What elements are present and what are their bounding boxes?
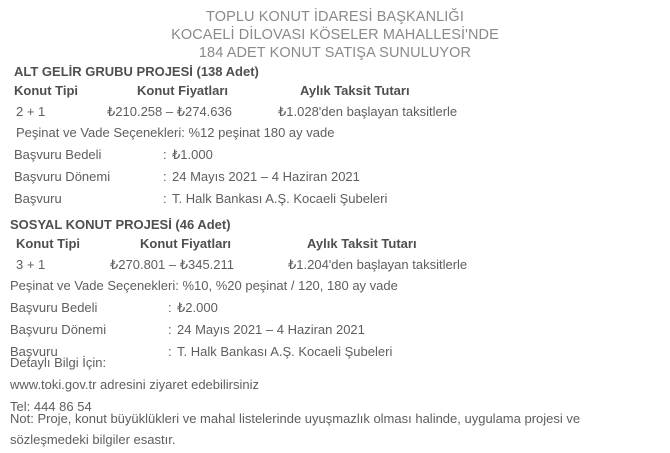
header-line-1: TOPLU KONUT İDARESİ BAŞKANLIĞI [206,9,464,25]
detail-value: ₺1.000 [172,147,213,162]
cell-konut-tipi: 2 + 1 [16,104,46,119]
detail-label: Başvuru Dönemi [14,169,111,184]
detail-value: 24 Mayıs 2021 – 4 Haziran 2021 [172,169,360,184]
detail-value: 24 Mayıs 2021 – 4 Haziran 2021 [177,322,365,337]
detail-label: Başvuru Dönemi [10,322,107,337]
detail-separator: : [168,344,172,359]
page-header [0,8,670,62]
section-sosyal-konut-projesi [0,216,670,363]
payment-options-line: Peşinat ve Vade Seçenekleri: %10, %20 peşinat / 120, 180 ay vade [10,278,398,293]
table-row [0,254,670,275]
column-header-konut-fiyatlari: Konut Fiyatları [140,236,232,251]
detail-row-basvuru-donemi [0,166,670,188]
detail-value: T. Halk Bankası A.Ş. Kocaeli Şubeleri [177,344,393,359]
detail-row-basvuru [0,188,670,210]
detail-label: Başvuru [14,191,62,206]
detail-value: T. Halk Bankası A.Ş. Kocaeli Şubeleri [172,191,388,206]
column-header-konut-fiyatlari: Konut Fiyatları [137,83,229,98]
table-row [0,101,670,122]
detail-row-basvuru-bedeli [0,297,670,319]
cell-konut-fiyatlari: ₺270.801 – ₺345.211 [110,257,235,272]
cell-konut-fiyatlari: ₺210.258 – ₺274.636 [107,104,232,119]
detail-separator: : [168,322,172,337]
phone-number[interactable]: Tel: 444 86 54 [10,399,92,414]
detail-label: Başvuru [10,344,58,359]
cell-aylik-taksit-tutari: ₺1.204'den başlayan taksitlerle [288,257,468,272]
payment-options-line: Peşinat ve Vade Seçenekleri: %12 peşinat 180 ay vade [16,125,335,140]
footnote: Not: Proje, konut büyüklükleri ve mahal listelerinde uyuşmazlık olması halinde, uygulama projesi ve sözleşmedeki bilgiler esastır. [10,411,581,447]
section-alt-gelir-grubu [0,63,670,210]
column-header-aylik-taksit-tutari: Aylık Taksit Tutarı [307,236,417,251]
table-header-row [0,233,670,254]
detail-row-basvuru-bedeli [0,144,670,166]
column-header-konut-tipi: Konut Tipi [14,83,79,98]
detail-separator: : [163,147,167,162]
cell-aylik-taksit-tutari: ₺1.028'den başlayan taksitlerle [278,104,458,119]
detail-label: Başvuru Bedeli [14,147,102,162]
section-title: SOSYAL KONUT PROJESİ (46 Adet) [10,217,231,232]
section-title: ALT GELİR GRUBU PROJESİ (138 Adet) [14,64,259,79]
detail-label: Başvuru Bedeli [10,300,98,315]
cell-konut-tipi: 3 + 1 [16,257,46,272]
header-line-3: 184 ADET KONUT SATIŞA SUNULUYOR [198,45,472,61]
website-link[interactable]: www.toki.gov.tr adresini ziyaret edebilirsiniz [10,377,260,392]
column-header-aylik-taksit-tutari: Aylık Taksit Tutarı [300,83,410,98]
detail-info-label: Detaylı Bilgi İçin: [10,355,107,370]
table-header-row [0,80,670,101]
detail-separator: : [168,300,172,315]
detail-separator: : [163,191,167,206]
detail-row-basvuru-donemi [0,319,670,341]
column-header-konut-tipi: Konut Tipi [16,236,81,251]
detail-separator: : [163,169,167,184]
detail-value: ₺2.000 [177,300,218,315]
header-line-2: KOCAELİ DİLOVASI KÖSELER MAHALLESİ'NDE [171,27,499,43]
